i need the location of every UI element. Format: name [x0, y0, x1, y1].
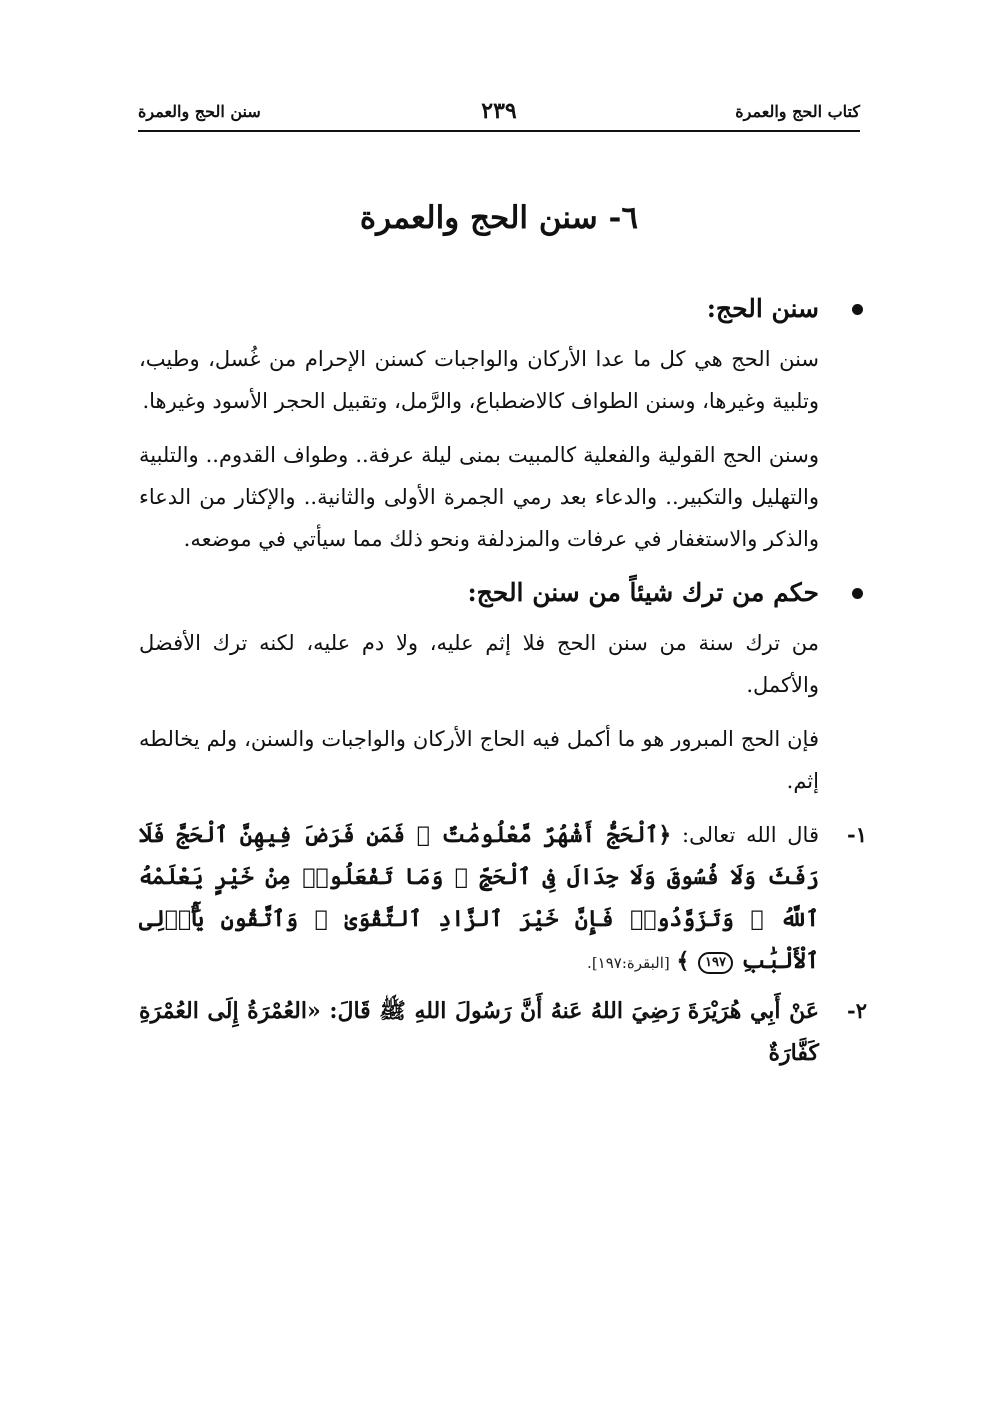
paragraph: وسنن الحج القولية والفعلية كالمبيت بمنى ليلة عرفة.. وطواف القدوم.. والتلبية والتهليل والتكبير.. والدعاء بعد رمي الجمرة الأولى والثانية.. والإكثار من الدعاء والذكر والاستغفار في عرفات والمزدلفة ونحو ذلك مما سيأتي في موضعه.	[139, 443, 819, 551]
paragraph: من ترك سنة من سنن الحج فلا إثم عليه، ولا دم عليه، لكنه ترك الأفضل والأكمل.	[139, 631, 819, 697]
page-number: ٢٣٩	[481, 98, 517, 124]
quran-verse: ﴿ٱلْحَجُّ أَشْهُرٌ مَّعْلُومَٰتٌ ۚ فَمَن فَرَضَ فِيهِنَّ ٱلْحَجَّ فَلَا رَفَثَ وَلَا فُسُوقَ وَلَا جِدَالَ فِى ٱلْحَجِّ ۗ وَمَا تَفْعَلُوا۟ مِنْ خَيْرٍ يَعْلَمْهُ ٱللَّهُ ۗ وَتَزَوَّدُوا۟ فَإِنَّ خَيْرَ ٱلزَّادِ ٱلتَّقْوَىٰ ۚ وَٱتَّقُونِ يَٰٓأُو۟لِى ٱلْأَلْبَٰبِ	[139, 822, 819, 974]
chapter-title: ٦- سنن الحج والعمرة	[359, 200, 639, 236]
item-number: ١-	[847, 822, 867, 847]
paragraph: سنن الحج هي كل ما عدا الأركان والواجبات كسنن الإحرام من غُسل، وطيب، وتلبية وغيرها، وسنن الطواف كالاضطباع، والرَّمل، وتقبيل الحجر الأسود وغيرها.	[139, 347, 819, 413]
bullet-icon	[852, 588, 863, 599]
section-heading-text: سنن الحج:	[706, 294, 819, 323]
chapter-running-title: سنن الحج والعمرة	[138, 102, 261, 121]
quran-close-bracket: ﴾	[676, 948, 690, 974]
section-heading-hajj-sunan	[139, 288, 819, 330]
section-heading-ruling	[139, 572, 819, 614]
bullet-icon	[852, 304, 863, 315]
section-heading-text: حكم من ترك شيئاً من سنن الحج:	[467, 578, 819, 607]
quote-intro: قال الله تعالى:	[671, 823, 819, 847]
hadith-text: عَنْ أَبِي هُرَيْرَةَ رَضِيَ اللهُ عَنهُ أَنَّ رَسُولَ اللهِ ﷺ قَالَ: «العُمْرَةُ إِلَى العُمْرَةِ كَفَّارَةٌ	[139, 998, 819, 1066]
verse-reference: [البقرة:١٩٧].	[587, 954, 670, 972]
page-body	[139, 288, 867, 1080]
paragraph: فإن الحج المبرور هو ما أكمل فيه الحاج الأركان والواجبات والسنن، ولم يخالطه إثم.	[139, 727, 819, 793]
ayah-number-marker: ١٩٧	[698, 952, 733, 974]
running-header	[138, 100, 860, 132]
item-number: ٢-	[847, 998, 867, 1023]
numbered-evidence-item	[139, 990, 867, 1074]
numbered-evidence-item	[139, 814, 867, 984]
book-title: كتاب الحج والعمرة	[735, 102, 860, 121]
